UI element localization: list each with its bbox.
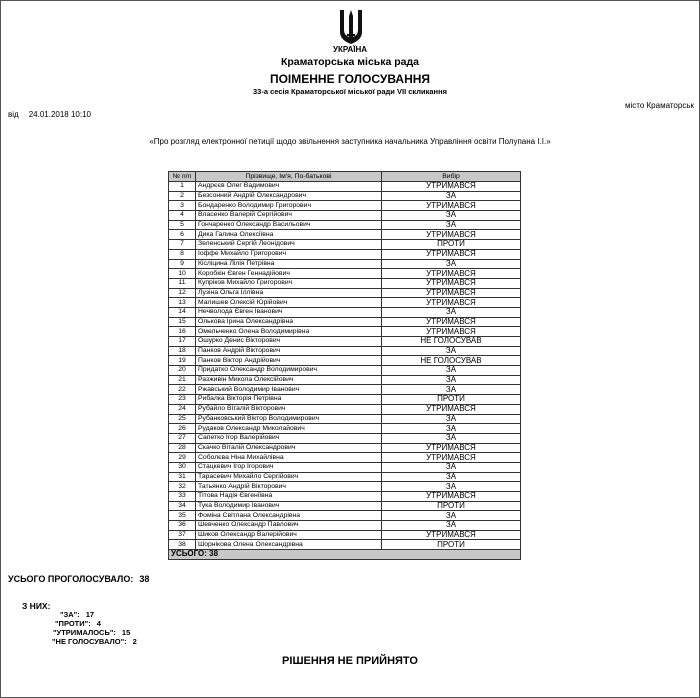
vote-choice: ЗА (382, 385, 521, 395)
deputy-name: Рубанковський Віктор Володимирович (196, 414, 382, 424)
vote-choice: ЗА (382, 259, 521, 269)
table-row (169, 249, 521, 259)
table-row (169, 443, 521, 453)
table-row (169, 278, 521, 288)
vote-choice: ЗА (382, 521, 521, 531)
table-row (169, 453, 521, 463)
vote-choice: НЕ ГОЛОСУВАВ (382, 356, 521, 366)
council-name: Краматорська міська рада (280, 56, 420, 68)
vote-choice: УТРИМАВСЯ (382, 298, 521, 308)
total-label: УСЬОГО: (171, 549, 207, 559)
vote-choice: ЗА (382, 414, 521, 424)
total-voted-label: УСЬОГО ПРОГОЛОСУВАЛО: (8, 574, 134, 584)
vote-choice: УТРИМАВСЯ (382, 492, 521, 502)
deputy-name: Рубайло Віталій Вікторович (196, 404, 382, 414)
vote-choice: ПРОТИ (382, 501, 521, 511)
stat-abstained (53, 628, 130, 637)
row-number: 14 (169, 307, 196, 317)
stat-label: "ПРОТИ": (55, 619, 91, 628)
table-row (169, 240, 521, 250)
table-row (169, 433, 521, 443)
stat-against (55, 619, 101, 628)
deputy-name: Рудаков Олександр Миколайович (196, 424, 382, 434)
row-number: 1 (169, 182, 196, 192)
row-number: 22 (169, 385, 196, 395)
table-row (169, 385, 521, 395)
deputy-name: Панков Андрій Вікторович (196, 346, 382, 356)
table-total-row (169, 550, 521, 560)
deputy-name: Дика Галина Олексіївна (196, 230, 382, 240)
row-number: 20 (169, 366, 196, 376)
vote-choice: УТРИМАВСЯ (382, 249, 521, 259)
total-voted (8, 574, 149, 584)
vote-choice: УТРИМАВСЯ (382, 230, 521, 240)
deputy-name: Іоффе Михайло Григорович (196, 249, 382, 259)
column-header-choice: Вибір (382, 172, 521, 182)
vote-choice: ЗА (382, 511, 521, 521)
vote-choice: ЗА (382, 366, 521, 376)
deputy-name: Тітова Надія Євгеніївна (196, 492, 382, 502)
vote-subject: «Про розгляд електронної петиції щодо звільнення заступника начальника Управління освіти Полупана І.І.» (149, 137, 551, 146)
deputy-name: Рибалка Вікторія Петрівна (196, 395, 382, 405)
table-row (169, 511, 521, 521)
table-row (169, 472, 521, 482)
row-number: 25 (169, 414, 196, 424)
breakdown-title: З НИХ: (22, 601, 51, 611)
row-number: 3 (169, 201, 196, 211)
table-row (169, 540, 521, 550)
deputy-name: Купріков Михайло Григорович (196, 278, 382, 288)
table-row (169, 337, 521, 347)
row-number: 9 (169, 259, 196, 269)
vote-choice: УТРИМАВСЯ (382, 269, 521, 279)
vote-choice: ЗА (382, 462, 521, 472)
deputy-name: Кісліцина Лілія Петрівна (196, 259, 382, 269)
country-label: УКРАЇНА (332, 45, 368, 54)
deputy-name: Безсонний Андрій Олександрович (196, 191, 382, 201)
vote-choice: НЕ ГОЛОСУВАВ (382, 337, 521, 347)
row-number: 4 (169, 211, 196, 221)
row-number: 24 (169, 404, 196, 414)
row-number: 13 (169, 298, 196, 308)
deputy-name: Тарасевич Михайло Сергійович (196, 472, 382, 482)
table-row (169, 269, 521, 279)
row-number: 6 (169, 230, 196, 240)
session-info: 33-а сесія Краматорської міської ради VII скликання (252, 87, 447, 96)
table-row (169, 404, 521, 414)
deputy-name: Шорнікова Олена Олександрівна (196, 540, 382, 550)
deputy-name: Разживін Микола Олексійович (196, 375, 382, 385)
row-number: 16 (169, 327, 196, 337)
deputy-name: Шевченко Олександр Павлович (196, 521, 382, 531)
stat-not-voted (52, 637, 137, 646)
vote-choice: ЗА (382, 191, 521, 201)
deputy-name: Татьянко Андрій Вікторович (196, 482, 382, 492)
vote-choice: УТРИМАВСЯ (382, 453, 521, 463)
row-number: 36 (169, 521, 196, 531)
vote-choice: ЗА (382, 433, 521, 443)
table-row (169, 201, 521, 211)
table-row (169, 220, 521, 230)
stat-for (60, 610, 94, 619)
vote-choice: УТРИМАВСЯ (382, 317, 521, 327)
row-number: 11 (169, 278, 196, 288)
vote-choice: ЗА (382, 424, 521, 434)
row-number: 8 (169, 249, 196, 259)
row-number: 28 (169, 443, 196, 453)
row-number: 27 (169, 433, 196, 443)
city-label: місто Краматорськ (625, 101, 694, 110)
vote-choice: ПРОТИ (382, 540, 521, 550)
deputy-name: Стацкевич Ігор Ігорович (196, 462, 382, 472)
table-row (169, 298, 521, 308)
vote-choice: ЗА (382, 211, 521, 221)
deputy-name: Зеленський Сергій Леонідович (196, 240, 382, 250)
deputy-name: Панков Віктор Андрійович (196, 356, 382, 366)
deputy-name: Коробкін Євген Геннадійович (196, 269, 382, 279)
row-number: 23 (169, 395, 196, 405)
deputy-name: Андрєєв Олег Вадимович (196, 182, 382, 192)
table-row (169, 366, 521, 376)
vote-choice: УТРИМАВСЯ (382, 182, 521, 192)
deputy-name: Омельченко Олена Володимирівна (196, 327, 382, 337)
table-row (169, 375, 521, 385)
table-row (169, 317, 521, 327)
row-number: 34 (169, 501, 196, 511)
total-voted-value: 38 (139, 574, 150, 584)
row-number: 7 (169, 240, 196, 250)
vote-choice: УТРИМАВСЯ (382, 530, 521, 540)
date-value: 24.01.2018 10:10 (28, 110, 91, 119)
row-number: 33 (169, 492, 196, 502)
table-row (169, 211, 521, 221)
table-row (169, 482, 521, 492)
table-row (169, 521, 521, 531)
table-row (169, 395, 521, 405)
row-number: 18 (169, 346, 196, 356)
vote-choice: ЗА (382, 375, 521, 385)
column-header-number: № п/п (169, 172, 196, 182)
vote-choice: ЗА (382, 472, 521, 482)
deputy-name: Скачко Віталій Олександрович (196, 443, 382, 453)
table-row (169, 346, 521, 356)
deputy-name: Олькова Ірина Олександрівна (196, 317, 382, 327)
row-number: 19 (169, 356, 196, 366)
row-number: 38 (169, 540, 196, 550)
stat-label: "НЕ ГОЛОСУВАЛО": (52, 637, 127, 646)
deputy-name: Соболєва Ніна Михайлівна (196, 453, 382, 463)
vote-choice: ЗА (382, 220, 521, 230)
deputy-name: Придатко Олександр Володимирович (196, 366, 382, 376)
deputy-name: Шиков Олександр Валерійович (196, 530, 382, 540)
decision-text: РІШЕННЯ НЕ ПРИЙНЯТО (282, 655, 418, 667)
total-value: 38 (209, 549, 219, 559)
table-row (169, 414, 521, 424)
deputy-name: Власенко Валерій Сергійович (196, 211, 382, 221)
table-row (169, 307, 521, 317)
row-number: 2 (169, 191, 196, 201)
total-cell (169, 550, 521, 560)
coat-of-arms-icon (338, 8, 364, 46)
vote-choice: УТРИМАВСЯ (382, 327, 521, 337)
vote-choice: УТРИМАВСЯ (382, 201, 521, 211)
row-number: 31 (169, 472, 196, 482)
table-row (169, 230, 521, 240)
vote-choice: УТРИМАВСЯ (382, 443, 521, 453)
table-row (169, 259, 521, 269)
table-row (169, 191, 521, 201)
deputy-name: Нечволода Євген Іванович (196, 307, 382, 317)
row-number: 30 (169, 462, 196, 472)
deputy-name: Тука Володимир Іванович (196, 501, 382, 511)
table-row (169, 492, 521, 502)
vote-choice: ЗА (382, 307, 521, 317)
vote-choice: ПРОТИ (382, 395, 521, 405)
vote-choice: УТРИМАВСЯ (382, 278, 521, 288)
deputy-name: Гончаренко Олександр Васильович (196, 220, 382, 230)
row-number: 10 (169, 269, 196, 279)
table-row (169, 327, 521, 337)
date-prefix: від (8, 110, 19, 119)
row-number: 35 (169, 511, 196, 521)
stat-value: 17 (85, 610, 95, 619)
date-line (8, 110, 101, 119)
vote-choice: ПРОТИ (382, 240, 521, 250)
row-number: 32 (169, 482, 196, 492)
deputy-name: Ошурко Денис Вікторович (196, 337, 382, 347)
column-header-name: Прізвище, Ім'я, По-батькові (196, 172, 382, 182)
vote-choice: УТРИМАВСЯ (382, 288, 521, 298)
table-row (169, 462, 521, 472)
vote-choice: ЗА (382, 346, 521, 356)
table-row (169, 501, 521, 511)
row-number: 17 (169, 337, 196, 347)
document-title: ПОІМЕННЕ ГОЛОСУВАННЯ (269, 72, 431, 86)
deputy-name: Сапетко Ігор Валерійович (196, 433, 382, 443)
stat-label: "УТРИМАЛОСЬ": (53, 628, 116, 637)
row-number: 26 (169, 424, 196, 434)
row-number: 12 (169, 288, 196, 298)
row-number: 15 (169, 317, 196, 327)
table-header-row (169, 172, 521, 182)
table-row (169, 530, 521, 540)
deputy-name: Ржавський Володимир Іванович (196, 385, 382, 395)
row-number: 21 (169, 375, 196, 385)
row-number: 5 (169, 220, 196, 230)
table-row (169, 288, 521, 298)
row-number: 37 (169, 530, 196, 540)
stat-value: 15 (121, 628, 131, 637)
stat-value: 2 (132, 637, 137, 646)
deputy-name: Малишев Олексій Юрійович (196, 298, 382, 308)
deputy-name: Бондаренко Володимир Григорович (196, 201, 382, 211)
vote-choice: ЗА (382, 482, 521, 492)
votes-table (168, 171, 521, 560)
table-row (169, 424, 521, 434)
stat-label: "ЗА": (60, 610, 80, 619)
vote-choice: УТРИМАВСЯ (382, 404, 521, 414)
table-row (169, 356, 521, 366)
stat-value: 4 (96, 619, 101, 628)
deputy-name: Фоміна Світлана Олександрівна (196, 511, 382, 521)
row-number: 29 (169, 453, 196, 463)
table-row (169, 182, 521, 192)
deputy-name: Лузіна Ольга Іллівна (196, 288, 382, 298)
